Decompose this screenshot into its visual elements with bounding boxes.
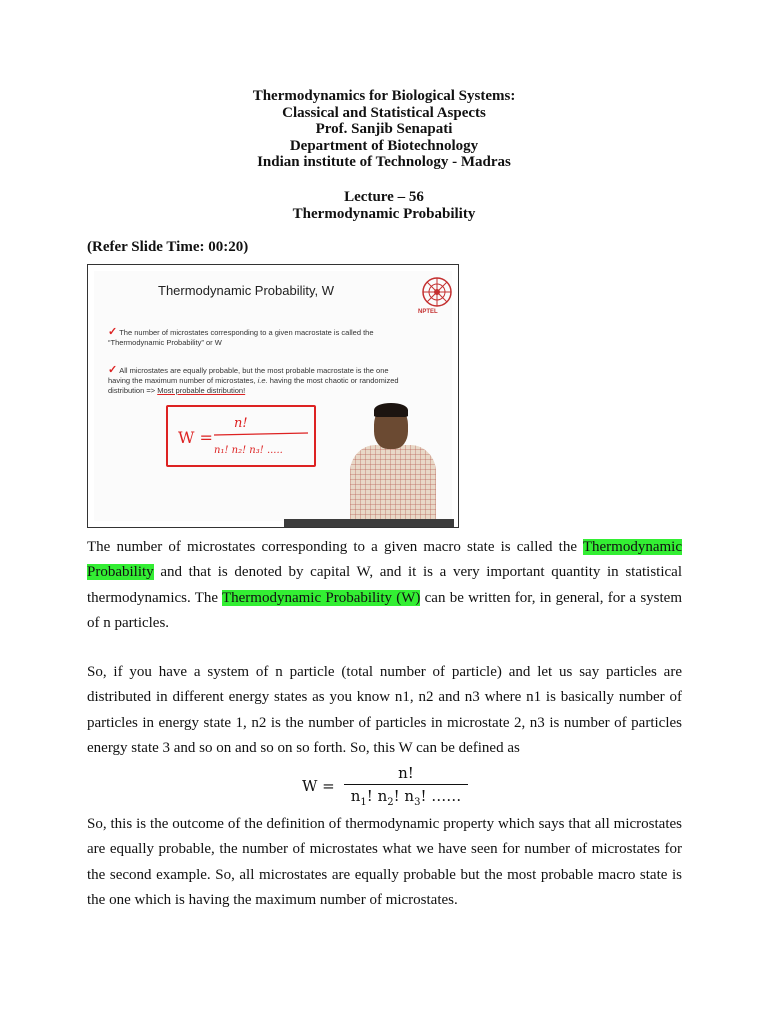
den-sub2: 2 bbox=[387, 797, 394, 808]
lecturer-video bbox=[350, 395, 459, 528]
check-mark-icon: ✓ bbox=[108, 326, 118, 338]
lecture-heading bbox=[0, 189, 768, 222]
equation-fraction bbox=[344, 762, 468, 807]
slide-bullet-2 bbox=[108, 365, 408, 396]
slide-bullet-2-underlined: Most probable distribution! bbox=[157, 386, 246, 395]
handwritten-lhs: W = bbox=[178, 428, 213, 447]
den-ellipsis: …… bbox=[431, 787, 462, 805]
den-fact3: ! bbox=[420, 787, 427, 805]
slide-bullet-1-text-b: or W bbox=[203, 338, 222, 347]
slide-bullet-2-text-a: All microstates are equally probable, but the most probable macrostate is the one having the maximum number of microstates, bbox=[108, 366, 389, 385]
paragraph-2: So, if you have a system of n particle (total number of particle) and let us say particles are distributed in different energy states as you know n1, n2 and n3 where n1 is basically number of particles in energy state 1, n2 is the number of particles in microstate 2, n3 is number of particles energy state 3 and so on and so on so forth. So, this W can be defined as bbox=[87, 664, 682, 756]
equation-numerator: n! bbox=[398, 764, 414, 782]
handwritten-formula-box bbox=[166, 405, 316, 467]
den-fact2: ! bbox=[393, 787, 400, 805]
course-title-line-1: Thermodynamics for Biological Systems: bbox=[252, 88, 516, 104]
den-n3: n bbox=[404, 787, 415, 805]
lecturer-hair bbox=[374, 403, 408, 417]
lecture-title: Thermodynamic Probability bbox=[292, 205, 476, 222]
department: Department of Biotechnology bbox=[289, 137, 479, 154]
slide-bullet-1 bbox=[108, 327, 398, 348]
professor-name: Prof. Sanjib Senapati bbox=[315, 121, 453, 138]
highlight-thermodynamic-probability: Thermodynamic Probability bbox=[87, 539, 682, 581]
slide-bullet-2-text-b: having the most chaotic or randomized distribution => bbox=[108, 376, 399, 395]
highlight-thermodynamic-probability-w: Thermodynamic Probability (W) bbox=[221, 589, 421, 606]
slide-bullet-1-text-a: The number of microstates corresponding to a given macrostate is called the bbox=[119, 328, 374, 337]
paragraph-1 bbox=[87, 535, 682, 636]
course-title-line-2: Classical and Statistical Aspects bbox=[282, 104, 486, 121]
handwritten-denominator: n₁! n₂! n₃! ..... bbox=[214, 445, 283, 456]
paragraph-1-text-c: can be written for, in general, for a system of n particles. bbox=[87, 589, 682, 631]
lecture-number: Lecture – 56 bbox=[344, 189, 424, 205]
den-fact1: ! bbox=[366, 787, 373, 805]
shirt-pattern bbox=[350, 445, 436, 528]
equation-denominator bbox=[344, 785, 468, 807]
paragraph-3: So, this is the outcome of the definition of thermodynamic property which says that all microstates are equally probable, the number of microstates what we have seen for number of microstates for the second example. So, all microstates are equally probable but the most probable macro state is the one which is having the maximum number of microstates. bbox=[87, 816, 682, 908]
nptel-label: NPTEL bbox=[418, 309, 438, 315]
den-n1: n bbox=[350, 787, 361, 805]
slide-bullet-2-ie: i.e. bbox=[257, 376, 268, 385]
desk bbox=[284, 519, 454, 528]
paragraph-1-text-b: and that is denoted by capital W, and it is a very important quantity in statistical thermodynamics. The bbox=[87, 564, 682, 606]
slide-bullet-1-quoted: “Thermodynamic Probability” bbox=[108, 338, 204, 347]
slide-title: Thermodynamic Probability, W bbox=[158, 283, 335, 298]
check-mark-icon: ✓ bbox=[108, 364, 118, 376]
den-sub1: 1 bbox=[360, 797, 367, 808]
equation-lhs: W = bbox=[302, 777, 335, 795]
refer-slide-time: (Refer Slide Time: 00:20) bbox=[87, 239, 249, 255]
nptel-logo-icon bbox=[420, 275, 454, 309]
institute: Indian institute of Technology - Madras bbox=[257, 154, 511, 171]
handwritten-numerator: n! bbox=[234, 416, 248, 431]
paragraph-1-text-a: The number of microstates corresponding to a given macro state is called the bbox=[87, 539, 583, 555]
handwritten-formula bbox=[168, 407, 314, 465]
den-sub3: 3 bbox=[414, 797, 421, 808]
document-header bbox=[0, 88, 768, 171]
slide-image bbox=[87, 264, 459, 528]
den-n2: n bbox=[377, 787, 388, 805]
